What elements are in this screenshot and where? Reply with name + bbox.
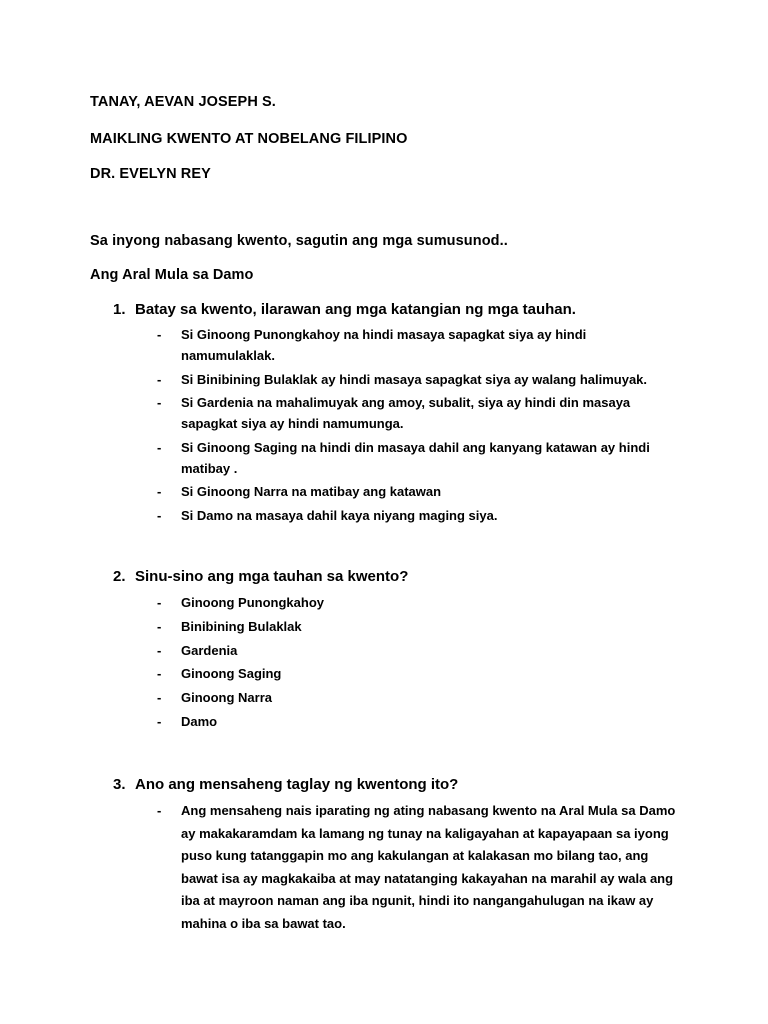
answer-text: Ginoong Narra xyxy=(181,690,273,706)
list-item xyxy=(156,369,656,390)
list-item xyxy=(156,711,676,732)
bullet-dash: - xyxy=(157,507,162,523)
bullet-dash: - xyxy=(157,327,162,342)
answer-text: Ginoong Saging xyxy=(181,666,282,682)
answer-text: Gardenia xyxy=(181,642,238,658)
list-item xyxy=(156,505,656,526)
answer-text: Si Ginoong Narra na matibay ang katawan xyxy=(181,484,442,499)
question-3 xyxy=(113,776,458,793)
answer-list-3 xyxy=(156,800,676,938)
answer-text: Ang mensaheng nais iparating ng ating nabasang kwento na Aral Mula sa Damo ay makakaramdam ka lamang ng tunay na kaligayahan at kapayapaan sa iyong puso kung tatanggapin mo ang kakulangan at kalakasan mo bilang tao, ang bawat isa ay magkakaiba at may natatanging kakayahan na marahil ay wala ang iba at mayroon naman ang iba ngunit, hindi ito nangangahulugan na ikaw ay mahina o iba sa bawat tao. xyxy=(181,803,676,931)
answer-text: Si Ginoong Punongkahoy na hindi masaya sapagkat siya ay hindi namumulaklak. xyxy=(181,327,587,363)
answer-text: Binibining Bulaklak xyxy=(181,618,302,634)
bullet-dash: - xyxy=(157,371,162,387)
list-item xyxy=(156,324,656,366)
question-1 xyxy=(113,301,576,318)
question-text: Batay sa kwento, ilarawan ang mga katangian ng mga tauhan. xyxy=(135,301,576,318)
list-item xyxy=(156,800,676,936)
student-name: TANAY, AEVAN JOSEPH S. xyxy=(90,94,276,110)
bullet-dash: - xyxy=(157,642,162,658)
bullet-dash: - xyxy=(157,595,162,610)
bullet-dash: - xyxy=(157,803,162,818)
question-number: 3. xyxy=(113,776,126,793)
list-item xyxy=(156,663,676,684)
list-item xyxy=(156,592,676,613)
bullet-dash: - xyxy=(157,690,162,706)
professor-name: DR. EVELYN REY xyxy=(90,166,211,182)
list-item xyxy=(156,481,656,502)
answer-text: Si Binibining Bulaklak ay hindi masaya sapagkat siya ay walang halimuyak. xyxy=(181,371,648,387)
list-item xyxy=(156,616,676,637)
story-title: Ang Aral Mula sa Damo xyxy=(90,267,254,283)
list-item xyxy=(156,437,656,479)
answer-list-1 xyxy=(156,324,656,528)
question-number: 2. xyxy=(113,568,126,585)
course-title: MAIKLING KWENTO AT NOBELANG FILIPINO xyxy=(90,131,408,147)
question-text: Ano ang mensaheng taglay ng kwentong ito? xyxy=(135,776,459,793)
answer-text: Si Ginoong Saging na hindi din masaya dahil ang kanyang katawan ay hindi matibay . xyxy=(181,439,650,476)
answer-text: Ginoong Punongkahoy xyxy=(181,595,324,610)
answer-list-2 xyxy=(156,592,676,735)
bullet-dash: - xyxy=(157,439,162,455)
instruction-text: Sa inyong nabasang kwento, sagutin ang mga sumusunod.. xyxy=(90,233,508,249)
answer-text: Si Gardenia na mahalimuyak ang amoy, subalit, siya ay hindi din masaya sapagkat siya ay hindi namumunga. xyxy=(181,395,631,431)
bullet-dash: - xyxy=(157,395,162,410)
bullet-dash: - xyxy=(157,713,162,729)
list-item xyxy=(156,392,656,434)
bullet-dash: - xyxy=(157,484,162,499)
question-2 xyxy=(113,568,408,585)
answer-text: Si Damo na masaya dahil kaya niyang maging siya. xyxy=(181,507,498,523)
list-item xyxy=(156,687,676,708)
answer-text: Damo xyxy=(181,713,218,729)
bullet-dash: - xyxy=(157,618,162,634)
question-number: 1. xyxy=(113,301,126,318)
list-item xyxy=(156,640,676,661)
bullet-dash: - xyxy=(157,666,162,682)
question-text: Sinu-sino ang mga tauhan sa kwento? xyxy=(135,568,409,585)
